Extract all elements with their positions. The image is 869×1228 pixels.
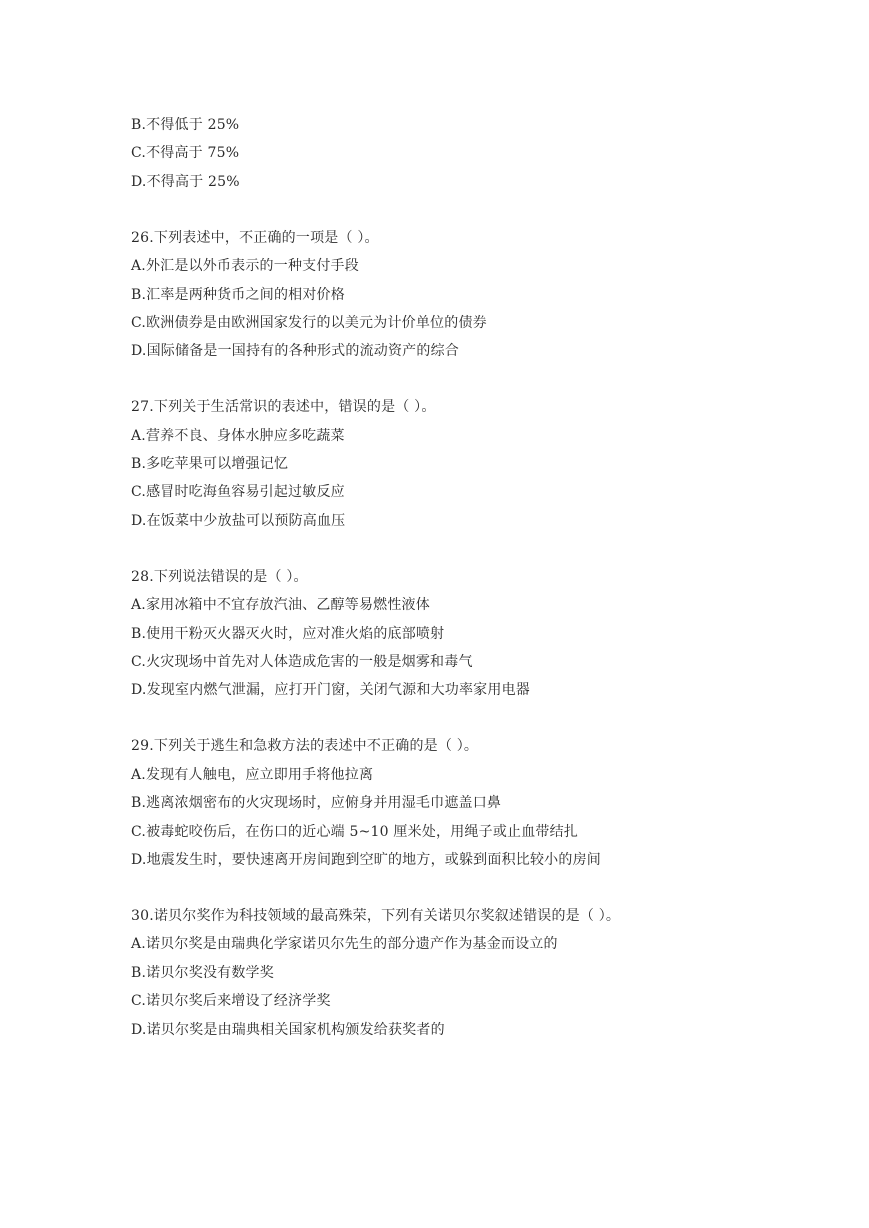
- question-25-continued: [131, 111, 851, 196]
- option-c: C.不得高于 75%: [131, 145, 240, 162]
- option-a: A.诺贝尔奖是由瑞典化学家诺贝尔先生的部分遗产作为基金而设立的: [131, 936, 558, 953]
- question-stem: 29.下列关于逃生和急救方法的表述中不正确的是（ ）。: [131, 738, 479, 755]
- option-c: C.欧洲债券是由欧洲国家发行的以美元为计价单位的债券: [131, 314, 487, 331]
- document-page: [131, 111, 851, 1044]
- question-26: [131, 224, 851, 366]
- option-b: B.使用干粉灭火器灭火时，应对准火焰的底部喷射: [131, 625, 445, 642]
- option-c: C.诺贝尔奖后来增设了经济学奖: [131, 993, 331, 1010]
- option-d: D.发现室内燃气泄漏，应打开门窗，关闭气源和大功率家用电器: [131, 682, 530, 699]
- option-d: D.诺贝尔奖是由瑞典相关国家机构颁发给获奖者的: [131, 1021, 445, 1038]
- option-a: A.外汇是以外币表示的一种支付手段: [131, 258, 359, 275]
- option-b: B.诺贝尔奖没有数学奖: [131, 964, 274, 981]
- question-27: [131, 393, 851, 535]
- spacer: [131, 196, 851, 224]
- option-c: C.火灾现场中首先对人体造成危害的一般是烟雾和毒气: [131, 654, 473, 671]
- option-a: A.家用冰箱中不宜存放汽油、乙醇等易燃性液体: [131, 597, 430, 614]
- question-29: [131, 732, 851, 874]
- question-30: [131, 902, 851, 1044]
- question-stem: 27.下列关于生活常识的表述中，错误的是（ ）。: [131, 399, 436, 416]
- question-stem: 28.下列说法错误的是（ ）。: [131, 568, 308, 585]
- option-b: B.汇率是两种货币之间的相对价格: [131, 286, 345, 303]
- option-d: D.不得高于 25%: [131, 173, 240, 190]
- option-a: A.营养不良、身体水肿应多吃蔬菜: [131, 427, 345, 444]
- option-b: B.多吃苹果可以增强记忆: [131, 456, 289, 473]
- question-28: [131, 563, 851, 705]
- option-d: D.国际储备是一国持有的各种形式的流动资产的综合: [131, 343, 459, 360]
- spacer: [131, 535, 851, 563]
- option-a: A.发现有人触电，应立即用手将他拉离: [131, 766, 374, 783]
- option-c: C.被毒蛇咬伤后，在伤口的近心端 5~10 厘米处，用绳子或止血带结扎: [131, 823, 579, 840]
- option-d: D.地震发生时，要快速离开房间跑到空旷的地方，或躲到面积比较小的房间: [131, 851, 601, 868]
- question-stem: 26.下列表述中，不正确的一项是（ ）。: [131, 229, 379, 246]
- spacer: [131, 366, 851, 394]
- spacer: [131, 874, 851, 902]
- option-b: B.逃离浓烟密布的火灾现场时，应俯身并用湿毛巾遮盖口鼻: [131, 795, 502, 812]
- question-stem: 30.诺贝尔奖作为科技领域的最高殊荣，下列有关诺贝尔奖叙述错误的是（ ）。: [131, 907, 621, 924]
- option-c: C.感冒时吃海鱼容易引起过敏反应: [131, 484, 345, 501]
- spacer: [131, 705, 851, 733]
- option-d: D.在饭菜中少放盐可以预防高血压: [131, 512, 346, 529]
- option-b: B.不得低于 25%: [131, 117, 240, 133]
